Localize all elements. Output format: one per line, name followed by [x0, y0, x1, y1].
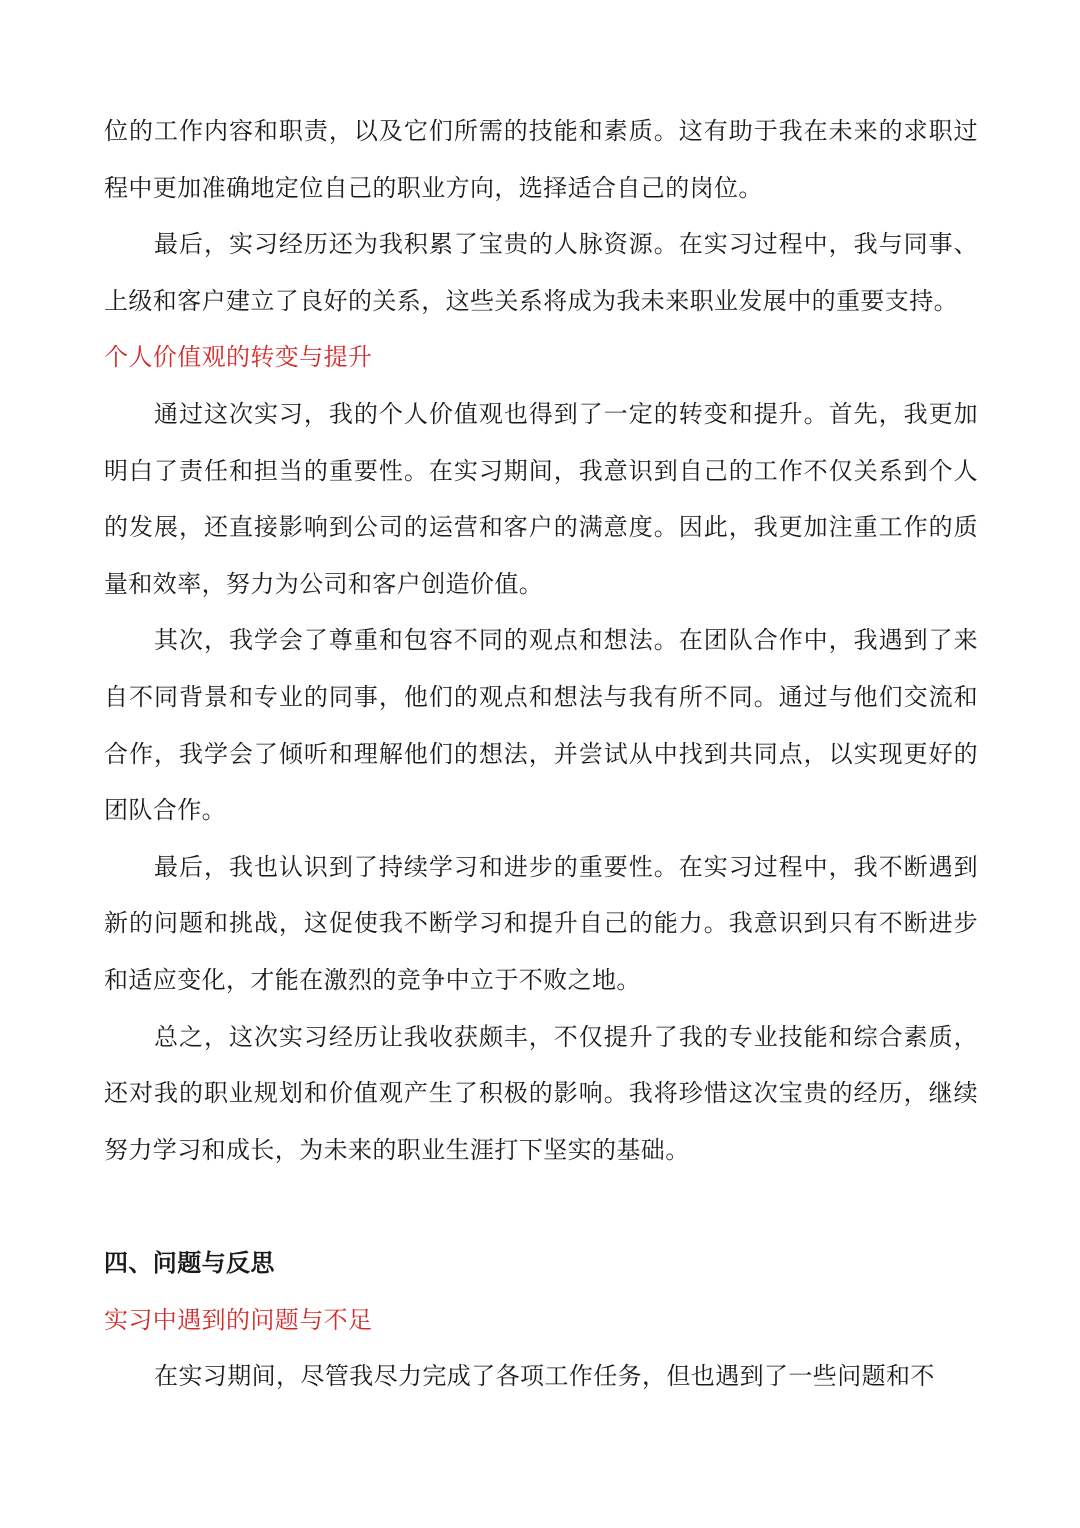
paragraph-summary: 总之，这次实习经历让我收获颇丰，不仅提升了我的专业技能和综合素质，还对我的职业规划和价值观产生了积极的影响。我将珍惜这次宝贵的经历，继续努力学习和成长，为未来的职业生涯打下坚实的基础。 [104, 1022, 978, 1164]
subheading-problems-shortcomings: 实习中遇到的问题与不足 [104, 1305, 373, 1334]
section-heading-problems: 四、问题与反思 [104, 1249, 275, 1278]
document-body [104, 103, 978, 1405]
paragraph-problems-intro: 在实习期间，尽管我尽力完成了各项工作任务，但也遇到了一些问题和不 [154, 1362, 935, 1391]
paragraph-network-resources: 最后，实习经历还为我积累了宝贵的人脉资源。在实习过程中，我与同事、上级和客户建立了良好的关系，这些关系将成为我未来职业发展中的重要支持。 [104, 230, 978, 315]
paragraph-respect-tolerance: 其次，我学会了尊重和包容不同的观点和想法。在团队合作中，我遇到了来自不同背景和专业的同事，他们的观点和想法与我有所不同。通过与他们交流和合作，我学会了倾听和理解他们的想法，并尝试从中找到共同点，以实现更好的团队合作。 [104, 626, 978, 825]
paragraph-continuous-learning: 最后，我也认识到了持续学习和进步的重要性。在实习过程中，我不断遇到新的问题和挑战，这促使我不断学习和提升自己的能力。我意识到只有不断进步和适应变化，才能在激烈的竞争中立于不败之地。 [104, 852, 978, 994]
paragraph-career-direction: 位的工作内容和职责，以及它们所需的技能和素质。这有助于我在未来的求职过程中更加准确地定位自己的职业方向，选择适合自己的岗位。 [104, 117, 978, 202]
subheading-values-change: 个人价值观的转变与提升 [104, 343, 373, 372]
section-spacer [104, 1178, 978, 1235]
paragraph-responsibility: 通过这次实习，我的个人价值观也得到了一定的转变和提升。首先，我更加明白了责任和担当的重要性。在实习期间，我意识到自己的工作不仅关系到个人的发展，还直接影响到公司的运营和客户的满意度。因此，我更加注重工作的质量和效率，努力为公司和客户创造价值。 [104, 399, 978, 598]
